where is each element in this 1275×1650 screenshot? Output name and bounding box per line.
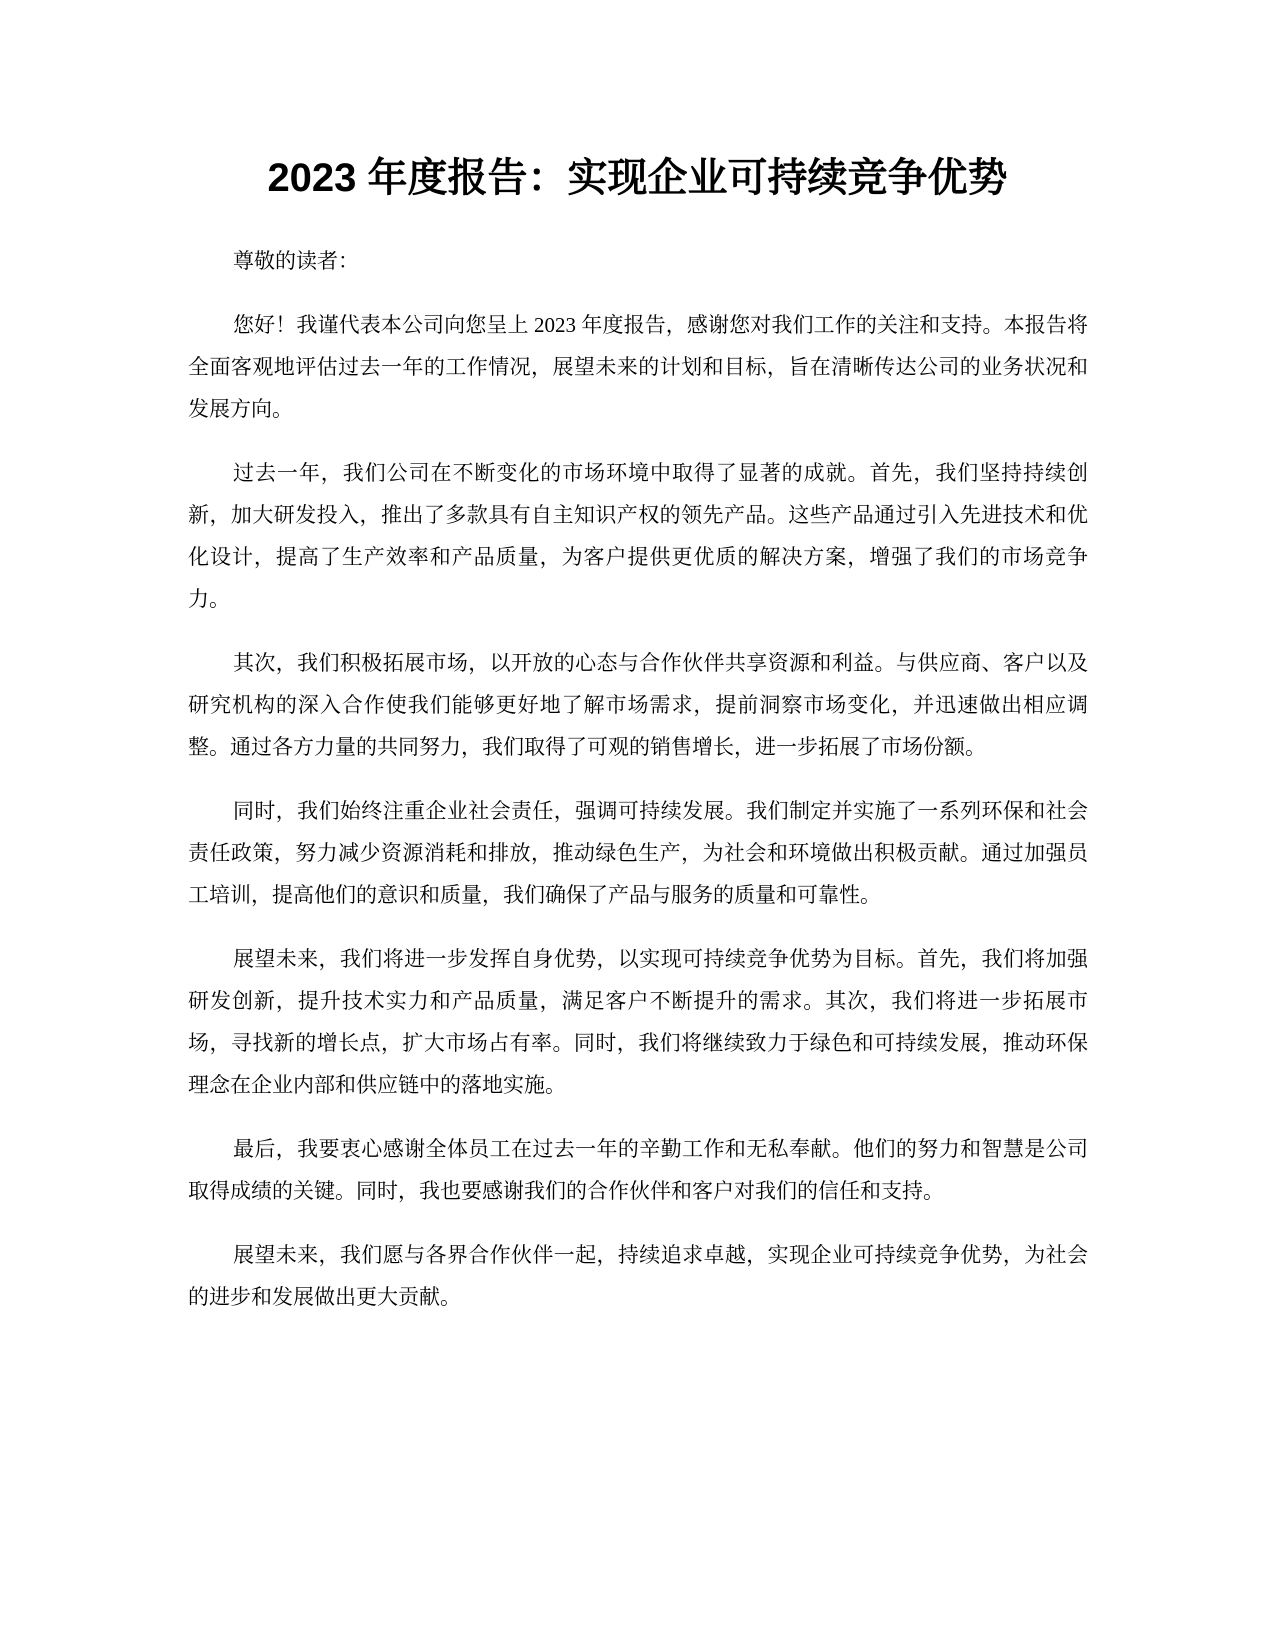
paragraph-achievements: 过去一年，我们公司在不断变化的市场环境中取得了显著的成就。首先，我们坚持持续创新，加大研发投入，推出了多款具有自主知识产权的领先产品。这些产品通过引入先进技术和优化设计，提高了生产效率和产品质量，为客户提供更优质的解决方案，增强了我们的市场竞争力。	[188, 461, 1088, 611]
document-body	[188, 240, 1088, 1340]
paragraph-social-responsibility: 同时，我们始终注重企业社会责任，强调可持续发展。我们制定并实施了一系列环保和社会责任政策，努力减少资源消耗和排放，推动绿色生产，为社会和环境做出积极贡献。通过加强员工培训，提高他们的意识和质量，我们确保了产品与服务的质量和可靠性。	[188, 799, 1088, 907]
paragraph-thanks: 最后，我要衷心感谢全体员工在过去一年的辛勤工作和无私奉献。他们的努力和智慧是公司取得成绩的关键。同时，我也要感谢我们的合作伙伴和客户对我们的信任和支持。	[188, 1137, 1088, 1203]
document-title: 2023 年度报告：实现企业可持续竞争优势	[267, 156, 1008, 200]
paragraph-future-outlook: 展望未来，我们将进一步发挥自身优势，以实现可持续竞争优势为目标。首先，我们将加强研发创新，提升技术实力和产品质量，满足客户不断提升的需求。其次，我们将进一步拓展市场，寻找新的增长点，扩大市场占有率。同时，我们将继续致力于绿色和可持续发展，推动环保理念在企业内部和供应链中的落地实施。	[188, 947, 1088, 1097]
paragraph-closing: 展望未来，我们愿与各界合作伙伴一起，持续追求卓越，实现企业可持续竞争优势，为社会的进步和发展做出更大贡献。	[188, 1243, 1088, 1309]
paragraph-market-expansion: 其次，我们积极拓展市场，以开放的心态与合作伙伴共享资源和利益。与供应商、客户以及研究机构的深入合作使我们能够更好地了解市场需求，提前洞察市场变化，并迅速做出相应调整。通过各方力量的共同努力，我们取得了可观的销售增长，进一步拓展了市场份额。	[188, 651, 1088, 759]
salutation: 尊敬的读者：	[233, 249, 359, 273]
paragraph-greeting: 您好！我谨代表本公司向您呈上 2023 年度报告，感谢您对我们工作的关注和支持。本报告将全面客观地评估过去一年的工作情况，展望未来的计划和目标，旨在清晰传达公司的业务状况和发展方向。	[188, 313, 1088, 421]
